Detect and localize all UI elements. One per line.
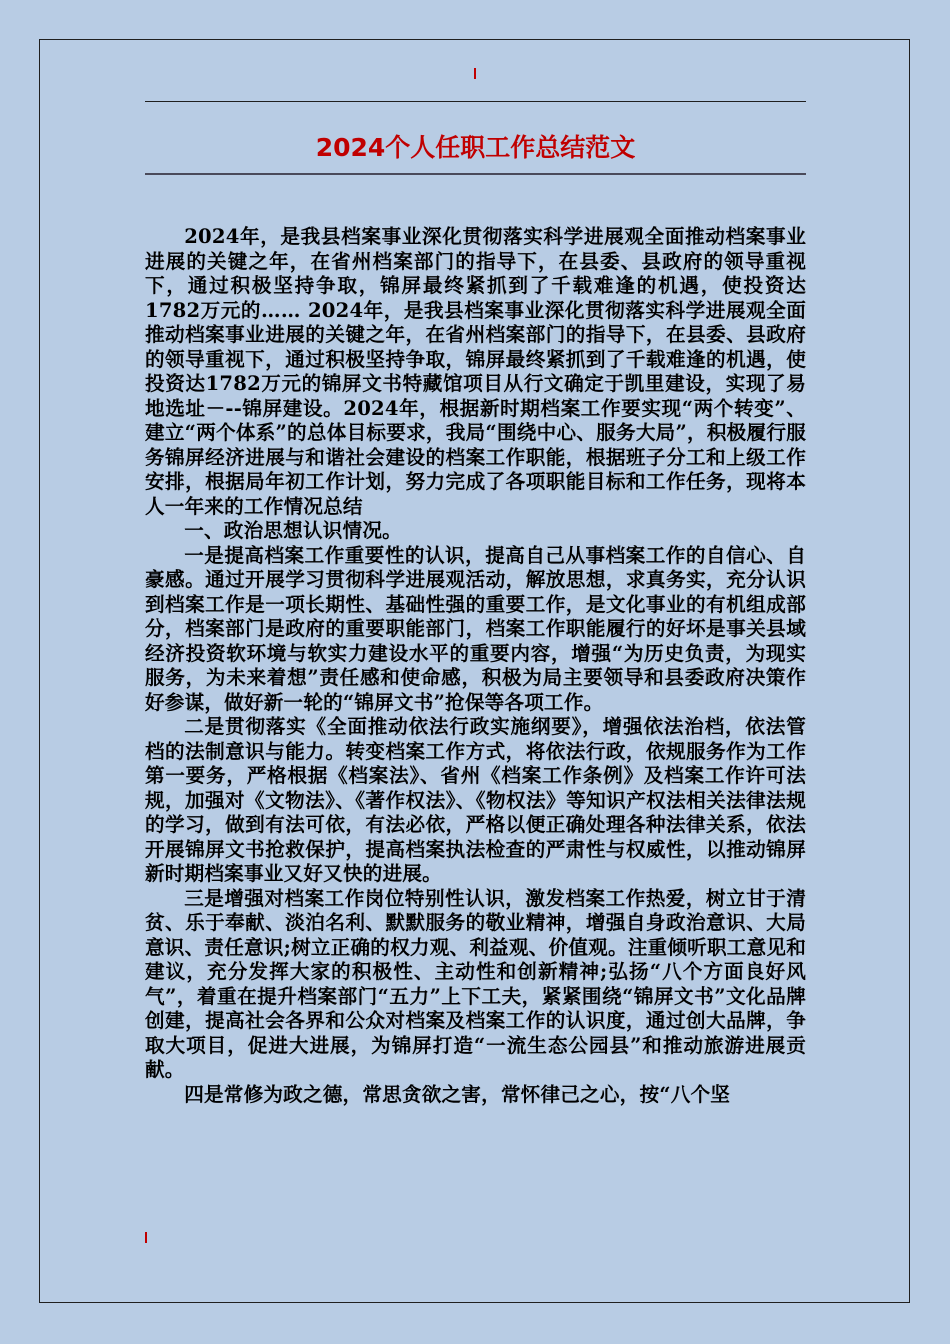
title-rule bbox=[145, 173, 806, 175]
document-body bbox=[145, 225, 806, 1200]
paragraph-point-2: 二是贯彻落实《全面推动依法行政实施纲要》，增强依法治档，依法管档的法制意识与能力。转变档案工作方式，将依法行政，依规服务作为工作第一要务，严格根据《档案法》、省州《档案工作条例》及档案工作许可法规，加强对《文物法》、《著作权法》、《物权法》等知识产权法相关法律法规的学习，做到有法可依，有法必依，严格以便正确处理各种法律关系，依法开展锦屏文书抢救保护，提高档案执法检查的严肃性与权威性，以推动锦屏新时期档案事业又好又快的进展。 bbox=[145, 715, 806, 885]
paragraph-point-3: 三是增强对档案工作岗位特别性认识，激发档案工作热爱，树立甘于清贫、乐于奉献、淡泊名利、默默服务的敬业精神，增强自身政治意识、大局意识、责任意识;树立正确的权力观、利益观、价值观。注重倾听职工意见和建议，充分发挥大家的积极性、主动性和创新精神;弘扬“八个方面良好风气”，着重在提升档案部门“五力”上下工夫，紧紧围绕“锦屏文书”文化品牌创建，提高社会各界和公众对档案及档案工作的认识度，通过创大品牌，争取大项目，促进大进展，为锦屏打造“一流生态公园县”和推动旅游进展贡献。 bbox=[145, 886, 806, 1081]
footer-cursor-mark bbox=[145, 1232, 147, 1243]
header-cursor-mark bbox=[474, 68, 476, 79]
paragraph-point-4: 四是常修为政之德，常思贪欲之害，常怀律己之心，按“八个坚 bbox=[184, 1082, 731, 1106]
paragraph-point-1: 一是提高档案工作重要性的认识，提高自己从事档案工作的自信心、自豪感。通过开展学习贯彻科学进展观活动，解放思想，求真务实，充分认识到档案工作是一项长期性、基础性强的重要工作，是文化事业的有机组成部分，档案部门是政府的重要职能部门，档案工作职能履行的好坏是事关县域经济投资软环境与软实力建设水平的重要内容，增强“为历史负责，为现实服务，为未来着想”责任感和使命感，积极为局主要领导和县委政府决策作好参谋，做好新一轮的“锦屏文书”抢保等各项工作。 bbox=[145, 543, 806, 714]
header-rule bbox=[145, 101, 806, 102]
paragraph-intro: 2024年，是我县档案事业深化贯彻落实科学进展观全面推动档案事业进展的关键之年，在省州档案部门的指导下，在县委、县政府的领导重视下，通过积极坚持争取，锦屏最终紧抓到了千载难逢的机遇，使投资达1782万元的…… 2024年，是我县档案事业深化贯彻落实科学进展观全面推动档案事业进展的关键之年，在省州档案部门的指导下，在县委、县政府的领导重视下，通过积极坚持争取，锦屏最终紧抓到了千载难逢的机遇，使投资达1782万元的锦屏文书特藏馆项目从行文确定于凯里建设，实现了易地选址－--锦屏建设。2024年，根据新时期档案工作要实现“两个转变”、建立“两个体系”的总体目标要求，我局“围绕中心、服务大局”，积极履行服务锦屏经济进展与和谐社会建设的档案工作职能，根据班子分工和上级工作安排，根据局年初工作计划，努力完成了各项职能目标和工作任务，现将本人一年来的工作情况总结 bbox=[145, 225, 806, 518]
document-title: 2024个人任职工作总结范文 bbox=[315, 133, 636, 162]
paragraph-section-heading: 一、政治思想认识情况。 bbox=[184, 519, 402, 542]
